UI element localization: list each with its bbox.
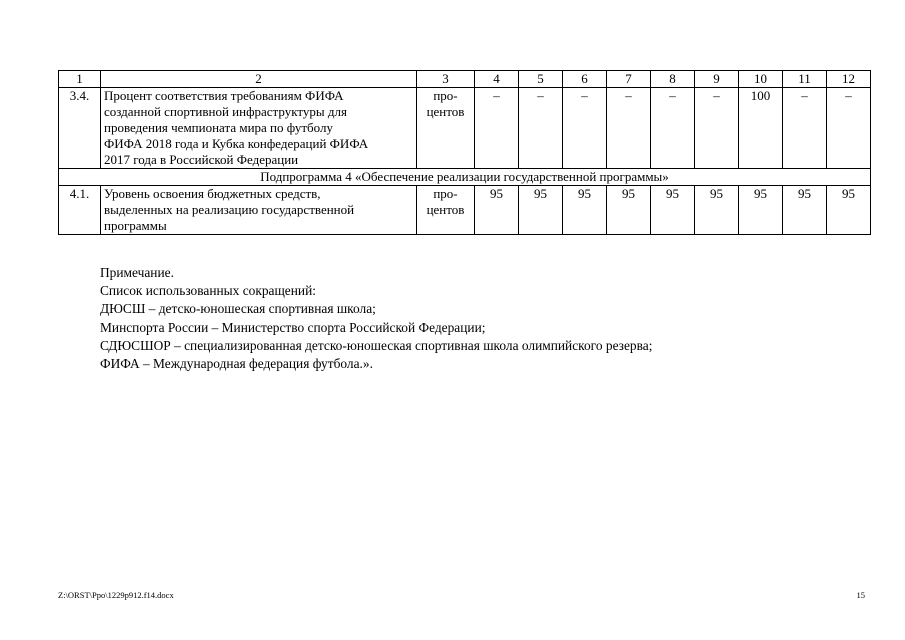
subprogram-title: Подпрограмма 4 «Обеспечение реализации государственной программы» — [59, 169, 871, 186]
header-cell-10: 10 — [739, 71, 783, 88]
value-cell: 95 — [783, 186, 827, 235]
indicator-name — [101, 186, 417, 235]
indicator-name-line: Уровень освоения бюджетных средств, — [104, 186, 321, 201]
header-cell-6: 6 — [563, 71, 607, 88]
notes-section — [100, 264, 652, 373]
indicator-name-line: Процент соответствия требованиям ФИФА — [104, 88, 344, 103]
value-cell: – — [783, 88, 827, 169]
header-cell-2: 2 — [101, 71, 417, 88]
indicator-name-line: 2017 года в Российской Федерации — [104, 152, 299, 167]
header-cell-8: 8 — [651, 71, 695, 88]
indicator-name — [101, 88, 417, 169]
row-number: 3.4. — [59, 88, 101, 169]
value-cell: 95 — [695, 186, 739, 235]
header-cell-5: 5 — [519, 71, 563, 88]
abbreviation-item: Минспорта России – Министерство спорта Российской Федерации; — [100, 319, 486, 335]
header-cell-1: 1 — [59, 71, 101, 88]
header-cell-12: 12 — [827, 71, 871, 88]
value-cell: 95 — [607, 186, 651, 235]
unit-line: центов — [426, 202, 465, 217]
row-number: 4.1. — [59, 186, 101, 235]
unit-line: про- — [433, 88, 458, 103]
indicator-name-line: проведения чемпионата мира по футболу — [104, 120, 333, 135]
indicators-table — [58, 70, 871, 235]
value-cell: – — [651, 88, 695, 169]
table-row-4-1 — [59, 186, 871, 235]
footer-file-path: Z:\ORST\Ppo\1229p912.f14.docx — [58, 590, 174, 600]
header-cell-7: 7 — [607, 71, 651, 88]
value-cell: 95 — [827, 186, 871, 235]
notes-title: Примечание. — [100, 265, 174, 280]
indicator-name-line: ФИФА 2018 года и Кубка конфедераций ФИФА — [104, 136, 369, 151]
header-row — [59, 71, 871, 88]
abbreviation-item: СДЮСШОР – специализированная детско-юношеская спортивная школа олимпийского резерва; — [100, 337, 653, 353]
abbreviation-item: ФИФА – Международная федерация футбола.». — [100, 356, 373, 372]
value-cell: – — [563, 88, 607, 169]
value-cell: 95 — [651, 186, 695, 235]
header-cell-4: 4 — [475, 71, 519, 88]
header-cell-11: 11 — [783, 71, 827, 88]
unit-cell — [417, 88, 475, 169]
value-cell: 95 — [563, 186, 607, 235]
abbreviation-item: ДЮСШ – детско-юношеская спортивная школа; — [100, 301, 376, 317]
value-cell: – — [695, 88, 739, 169]
unit-line: центов — [426, 104, 465, 119]
value-cell: – — [475, 88, 519, 169]
unit-line: про- — [433, 186, 458, 201]
subprogram-row — [59, 169, 871, 186]
value-cell: – — [827, 88, 871, 169]
header-cell-3: 3 — [417, 71, 475, 88]
value-cell: – — [607, 88, 651, 169]
indicator-name-line: созданной спортивной инфраструктуры для — [104, 104, 347, 119]
value-cell: 95 — [475, 186, 519, 235]
value-cell: – — [519, 88, 563, 169]
page-number: 15 — [856, 590, 865, 600]
unit-cell — [417, 186, 475, 235]
value-cell: 95 — [739, 186, 783, 235]
notes-intro: Список использованных сокращений: — [100, 283, 316, 299]
indicator-name-line: программы — [104, 218, 167, 233]
header-cell-9: 9 — [695, 71, 739, 88]
value-cell: 100 — [739, 88, 783, 169]
table-row-3-4 — [59, 88, 871, 169]
value-cell: 95 — [519, 186, 563, 235]
indicator-name-line: выделенных на реализацию государственной — [104, 202, 355, 217]
